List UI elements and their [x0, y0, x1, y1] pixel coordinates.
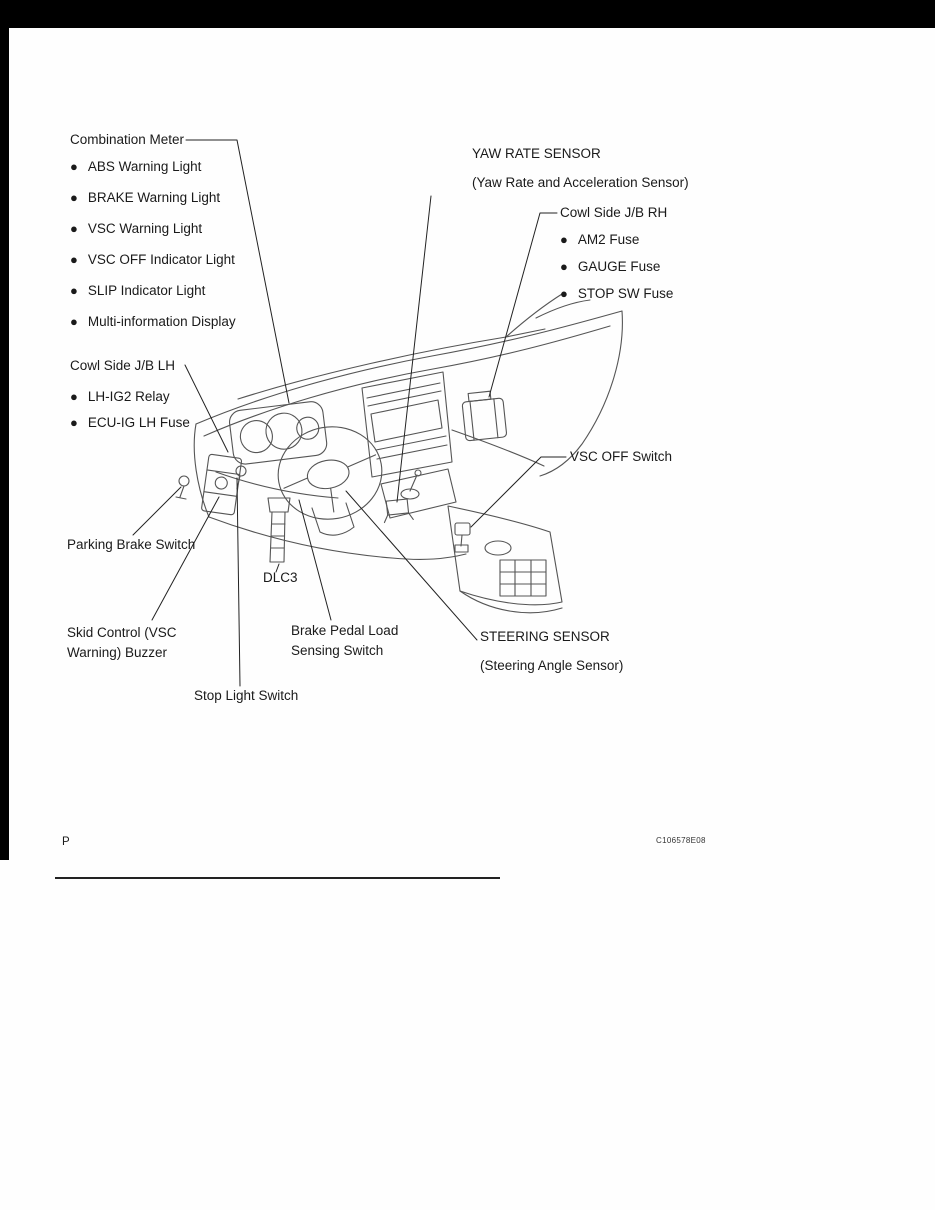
vsc-warning-light-label: VSC Warning Light: [87, 221, 203, 236]
callout-cowl-side-jb-rh: [560, 205, 673, 313]
parking-brake-switch-label: Parking Brake Switch: [67, 537, 196, 552]
callout-vsc-off-switch: [570, 449, 672, 465]
scan-edge-left: [0, 0, 9, 860]
list-item: [560, 286, 673, 302]
abs-warning-light-label: ABS Warning Light: [87, 159, 202, 174]
list-item: [70, 283, 236, 299]
am2-fuse-label: AM2 Fuse: [577, 232, 640, 247]
ecu-ig-lh-fuse-label: ECU-IG LH Fuse: [87, 415, 190, 430]
bullet-icon: ●: [70, 415, 78, 430]
stop-sw-fuse-label: STOP SW Fuse: [577, 286, 674, 301]
list-item: [70, 252, 236, 268]
yaw-rate-sensor-subtitle: (Yaw Rate and Acceleration Sensor): [472, 175, 689, 190]
list-item: [70, 221, 236, 237]
brake-warning-light-label: BRAKE Warning Light: [87, 190, 221, 205]
cowl-side-jb-lh-items: [70, 389, 190, 431]
footer-rule: [55, 877, 500, 879]
cowl-side-jb-lh-label: Cowl Side J/B LH: [70, 358, 176, 373]
list-item: [70, 159, 236, 175]
bullet-icon: ●: [70, 190, 78, 205]
bullet-icon: ●: [70, 221, 78, 236]
list-item: [560, 232, 673, 248]
callout-dlc3: [263, 570, 298, 586]
callout-brake-pedal-load-sensing-switch: [291, 621, 403, 661]
callout-skid-control-buzzer: [67, 623, 199, 663]
vsc-off-indicator-light-label: VSC OFF Indicator Light: [87, 252, 235, 267]
brake-pedal-load-sensing-switch-label: Brake Pedal Load Sensing Switch: [291, 623, 399, 658]
multi-information-display-label: Multi-information Display: [87, 314, 236, 329]
figure-code: C106578E08: [656, 836, 706, 845]
page-footer-letter: P: [62, 836, 70, 848]
list-item: [70, 314, 236, 330]
list-item: [560, 259, 673, 275]
cowl-side-jb-rh-items: [560, 232, 673, 302]
scan-edge-top: [0, 0, 935, 28]
callout-yaw-rate-sensor: [472, 146, 689, 191]
gauge-fuse-label: GAUGE Fuse: [577, 259, 661, 274]
stop-light-switch-label: Stop Light Switch: [194, 688, 299, 703]
bullet-icon: ●: [560, 232, 568, 247]
bullet-icon: ●: [70, 252, 78, 267]
dashboard-sketch: [176, 294, 622, 613]
list-item: [70, 190, 236, 206]
callout-parking-brake-switch: [67, 537, 195, 553]
bullet-icon: ●: [70, 314, 78, 329]
dlc3-label: DLC3: [263, 570, 298, 585]
cowl-side-jb-rh-label: Cowl Side J/B RH: [560, 205, 668, 220]
callout-steering-sensor: [480, 629, 623, 674]
combination-meter-label: Combination Meter: [70, 132, 185, 147]
callout-cowl-side-jb-lh: [70, 358, 190, 441]
callout-combination-meter: [70, 132, 236, 345]
bullet-icon: ●: [70, 389, 78, 404]
slip-indicator-light-label: SLIP Indicator Light: [87, 283, 206, 298]
bullet-icon: ●: [560, 286, 568, 301]
bullet-icon: ●: [560, 259, 568, 274]
yaw-rate-sensor-label: YAW RATE SENSOR: [472, 146, 601, 161]
list-item: [70, 389, 190, 405]
combination-meter-items: [70, 159, 236, 330]
bullet-icon: ●: [70, 159, 78, 174]
steering-sensor-subtitle: (Steering Angle Sensor): [480, 658, 624, 673]
vsc-off-switch-label: VSC OFF Switch: [570, 449, 673, 464]
skid-control-buzzer-label: Skid Control (VSC Warning) Buzzer: [67, 625, 177, 660]
bullet-icon: ●: [70, 283, 78, 298]
lh-ig2-relay-label: LH-IG2 Relay: [87, 389, 170, 404]
list-item: [70, 415, 190, 431]
steering-sensor-label: STEERING SENSOR: [480, 629, 610, 644]
callout-stop-light-switch: [194, 688, 298, 704]
